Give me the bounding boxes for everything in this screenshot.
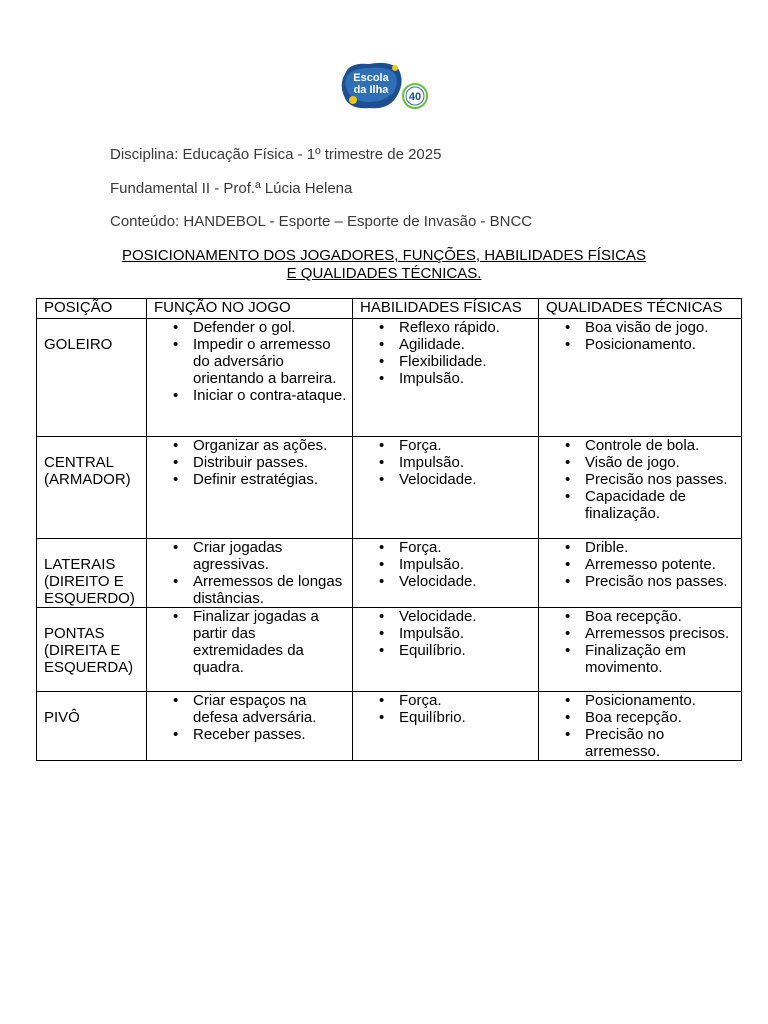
habilidades-list: [353, 319, 538, 387]
qualidades-list: [539, 539, 741, 590]
header-habilidades: HABILIDADES FÍSICAS: [353, 299, 539, 319]
list-item: • Força.: [353, 539, 538, 556]
list-item: • Velocidade.: [353, 608, 538, 625]
list-item: • Drible.: [539, 539, 741, 556]
qualidades-list: [539, 608, 741, 676]
list-item: • Boa recepção.: [539, 608, 741, 625]
list-item: • Iniciar o contra-ataque.: [147, 387, 352, 404]
list-item: • Finalização em movimento.: [539, 642, 741, 676]
list-item: • Criar jogadas agressivas.: [147, 539, 352, 573]
qualidades-cell: [539, 319, 742, 437]
habilidades-cell: [353, 692, 539, 761]
list-item: • Impulsão.: [353, 625, 538, 642]
qualidades-cell: [539, 692, 742, 761]
title-line-1: POSICIONAMENTO DOS JOGADORES, FUNÇÕES, HABILIDADES FÍSICAS: [122, 247, 646, 264]
position-cell: GOLEIRO: [37, 319, 147, 437]
list-item: • Defender o gol.: [147, 319, 352, 336]
habilidades-cell: [353, 319, 539, 437]
list-item: • Equilíbrio.: [353, 709, 538, 726]
list-item: • Equilíbrio.: [353, 642, 538, 659]
list-item: • Agilidade.: [353, 336, 538, 353]
list-item: • Precisão nos passes.: [539, 471, 741, 488]
qualidades-list: [539, 437, 741, 522]
list-item: • Controle de bola.: [539, 437, 741, 454]
funcao-cell: [147, 319, 353, 437]
table-row: [37, 608, 742, 692]
list-item: • Finalizar jogadas a partir das extremidades da quadra.: [147, 608, 352, 676]
habilidades-list: [353, 539, 538, 590]
header-funcao: FUNÇÃO NO JOGO: [147, 299, 353, 319]
list-item: • Boa recepção.: [539, 709, 741, 726]
list-item: • Capacidade de finalização.: [539, 488, 741, 522]
funcao-list: [147, 692, 352, 743]
document-title: [90, 247, 678, 283]
funcao-list: [147, 608, 352, 676]
list-item: • Precisão no arremesso.: [539, 726, 741, 760]
habilidades-cell: [353, 437, 539, 539]
list-item: • Arremesso potente.: [539, 556, 741, 573]
position-cell: CENTRAL (ARMADOR): [37, 437, 147, 539]
school-logo: [339, 60, 431, 112]
position-cell: PONTAS (DIREITA E ESQUERDA): [37, 608, 147, 692]
habilidades-list: [353, 692, 538, 726]
list-item: • Precisão nos passes.: [539, 573, 741, 590]
habilidades-list: [353, 437, 538, 488]
list-item: • Velocidade.: [353, 471, 538, 488]
list-item: • Força.: [353, 692, 538, 709]
list-item: • Flexibilidade.: [353, 353, 538, 370]
list-item: • Boa visão de jogo.: [539, 319, 741, 336]
list-item: • Posicionamento.: [539, 336, 741, 353]
list-item: • Impulsão.: [353, 556, 538, 573]
funcao-cell: [147, 692, 353, 761]
positions-table: [36, 298, 742, 761]
list-item: • Receber passes.: [147, 726, 352, 743]
list-item: • Arremessos de longas distâncias.: [147, 573, 352, 607]
table-row: [37, 319, 742, 437]
funcao-cell: [147, 539, 353, 608]
qualidades-cell: [539, 539, 742, 608]
list-item: • Visão de jogo.: [539, 454, 741, 471]
table-header-row: [37, 299, 742, 319]
qualidades-cell: [539, 608, 742, 692]
list-item: • Organizar as ações.: [147, 437, 352, 454]
list-item: • Reflexo rápido.: [353, 319, 538, 336]
table-body: [37, 319, 742, 761]
header-posicao: POSIÇÃO: [37, 299, 147, 319]
position-cell: PIVÔ: [37, 692, 147, 761]
list-item: • Posicionamento.: [539, 692, 741, 709]
habilidades-cell: [353, 539, 539, 608]
habilidades-cell: [353, 608, 539, 692]
funcao-list: [147, 437, 352, 488]
logo-text-line2: da Ilha: [353, 84, 389, 96]
disciplina-line: Disciplina: Educação Física - 1º trimestre de 2025: [110, 146, 442, 163]
qualidades-cell: [539, 437, 742, 539]
conteudo-line: Conteúdo: HANDEBOL - Esporte – Esporte de Invasão - BNCC: [110, 213, 533, 230]
list-item: • Força.: [353, 437, 538, 454]
list-item: • Arremessos precisos.: [539, 625, 741, 642]
list-item: • Impedir o arremesso do adversário orientando a barreira.: [147, 336, 352, 387]
title-line-2: E QUALIDADES TÉCNICAS.: [286, 265, 482, 282]
logo-badge-40: 40: [408, 91, 422, 103]
list-item: • Distribuir passes.: [147, 454, 352, 471]
habilidades-list: [353, 608, 538, 659]
list-item: • Impulsão.: [353, 454, 538, 471]
header-qualidades: QUALIDADES TÉCNICAS: [539, 299, 742, 319]
fundamental-line: Fundamental II - Prof.ª Lúcia Helena: [110, 180, 353, 197]
logo-text-line1: Escola: [353, 72, 389, 84]
qualidades-list: [539, 692, 741, 760]
position-cell: LATERAIS (DIREITO E ESQUERDO): [37, 539, 147, 608]
list-item: • Criar espaços na defesa adversária.: [147, 692, 352, 726]
list-item: • Definir estratégias.: [147, 471, 352, 488]
funcao-cell: [147, 437, 353, 539]
funcao-list: [147, 319, 352, 404]
table-row: [37, 437, 742, 539]
funcao-cell: [147, 608, 353, 692]
table-row: [37, 692, 742, 761]
table-row: [37, 539, 742, 608]
list-item: • Velocidade.: [353, 573, 538, 590]
list-item: • Impulsão.: [353, 370, 538, 387]
funcao-list: [147, 539, 352, 607]
qualidades-list: [539, 319, 741, 353]
